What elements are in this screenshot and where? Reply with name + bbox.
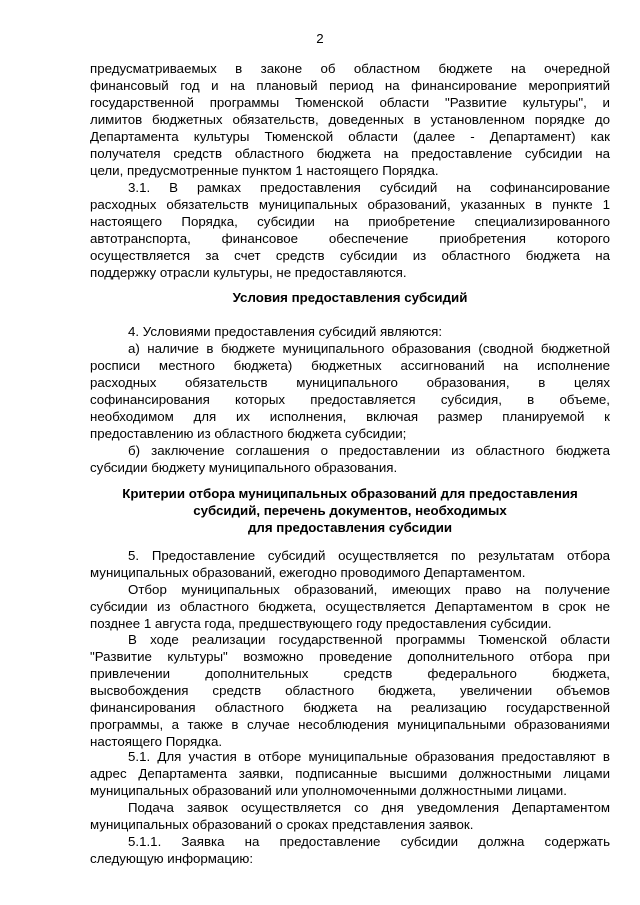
text-line: В ходе реализации государственной программы Тюменской области [128, 632, 610, 647]
text-line: муниципальных образований или уполномоченными должностными лицами. [90, 783, 567, 798]
paragraph-3-1 [90, 179, 610, 281]
paragraph-4a [90, 340, 610, 442]
text-line: муниципальных образований о сроках представления заявок. [90, 817, 474, 832]
paragraph-5-1-1 [90, 833, 610, 867]
page-number: 2 [316, 31, 324, 46]
text-line: субсидии бюджету муниципального образования. [90, 460, 398, 475]
paragraph-5 [90, 547, 610, 581]
text-line: 3.1. В рамках предоставления субсидий на софинансирование [128, 180, 610, 195]
text-line: предоставлению из областного бюджета субсидии; [90, 426, 407, 441]
text-line: 5. Предоставление субсидий осуществляется по результатам отбора [128, 548, 610, 563]
text-line: расходных обязательств муниципального образования, в целях [90, 375, 610, 390]
paragraph-program [90, 631, 610, 750]
text-line: 5.1.1. Заявка на предоставление субсидии должна содержать [128, 834, 610, 849]
text-line: высвобождения средств областного бюджета, увеличении объемов [90, 683, 610, 698]
text-line: автотранспорта, финансовое обеспечение приобретения которого [90, 231, 610, 246]
text-line: софинансирования которых предоставляется субсидия, в объеме, [90, 392, 610, 407]
text-line: росписи местного бюджета) бюджетных ассигнований на исполнение [90, 358, 610, 373]
text-line: настоящего Порядка, субсидии на приобретение специализированного [90, 214, 610, 229]
heading-line: субсидий, перечень документов, необходимых [193, 503, 507, 518]
section-heading-criteria [90, 485, 610, 536]
text-line: осуществляется за счет средств субсидии из областного бюджета на [90, 248, 610, 263]
text-line: государственной программы Тюменской области "Развитие культуры", и [90, 95, 610, 110]
text-line: финансовый год и на плановый период на финансирование мероприятий [90, 78, 610, 93]
text-line: программы, а также в случае несоблюдения муниципальными образованиями [90, 717, 610, 732]
heading-line: Условия предоставления субсидий [232, 290, 468, 305]
text-line: Подача заявок осуществляется со дня уведомления Департаментом [128, 800, 610, 815]
text-line: расходных обязательств муниципальных образований, указанных в пункте 1 [90, 197, 610, 212]
text-line: позднее 1 августа года, предшествующего году предоставления субсидии. [90, 616, 552, 631]
text-line: адрес Департамента заявки, подписанные высшими должностными лицами [90, 766, 610, 781]
text-line: необходимом для их исполнения, включая размер планируемой к [90, 409, 610, 424]
text-line: Департамента культуры Тюменской области (далее - Департамент) как [90, 129, 610, 144]
text-line: настоящего Порядка. [90, 734, 223, 749]
paragraph-4 [90, 323, 610, 340]
text-line: привлечении дополнительных средств федерального бюджета, [90, 666, 610, 681]
paragraph-submission [90, 799, 610, 833]
section-heading-conditions [90, 289, 610, 306]
text-line: 4. Условиями предоставления субсидий являются: [128, 324, 443, 339]
paragraph-selection [90, 581, 610, 632]
text-line: предусматриваемых в законе об областном бюджете на очередной [90, 61, 610, 76]
text-line: поддержку отрасли культуры, не предоставляются. [90, 265, 407, 280]
text-line: 5.1. Для участия в отборе муниципальные образования предоставляют в [128, 749, 610, 764]
text-line: "Развитие культуры" возможно проведение дополнительного отбора при [90, 649, 610, 664]
text-line: цели, предусмотренные пунктом 1 настоящего Порядка. [90, 163, 439, 178]
text-line: субсидии из областного бюджета, осуществляется Департаментом в срок не [90, 599, 610, 614]
text-line: следующую информацию: [90, 851, 254, 866]
text-line: муниципальных образований, ежегодно проводимого Департаментом. [90, 565, 526, 580]
text-line: лимитов бюджетных обязательств, доведенных в установленном порядке до [90, 112, 610, 127]
heading-line: Критерии отбора муниципальных образований для предоставления [122, 486, 578, 501]
heading-line: для предоставления субсидии [247, 520, 453, 535]
paragraph-4b [90, 442, 610, 476]
paragraph-intro [90, 60, 610, 179]
text-line: получателя средств областного бюджета на предоставление субсидии на [90, 146, 610, 161]
text-line: финансирования областного бюджета на реализацию государственной [90, 700, 610, 715]
text-line: а) наличие в бюджете муниципального образования (сводной бюджетной [128, 341, 610, 356]
paragraph-5-1 [90, 748, 610, 799]
text-line: Отбор муниципальных образований, имеющих право на получение [128, 582, 610, 597]
text-line: б) заключение соглашения о предоставлении из областного бюджета [128, 443, 610, 458]
